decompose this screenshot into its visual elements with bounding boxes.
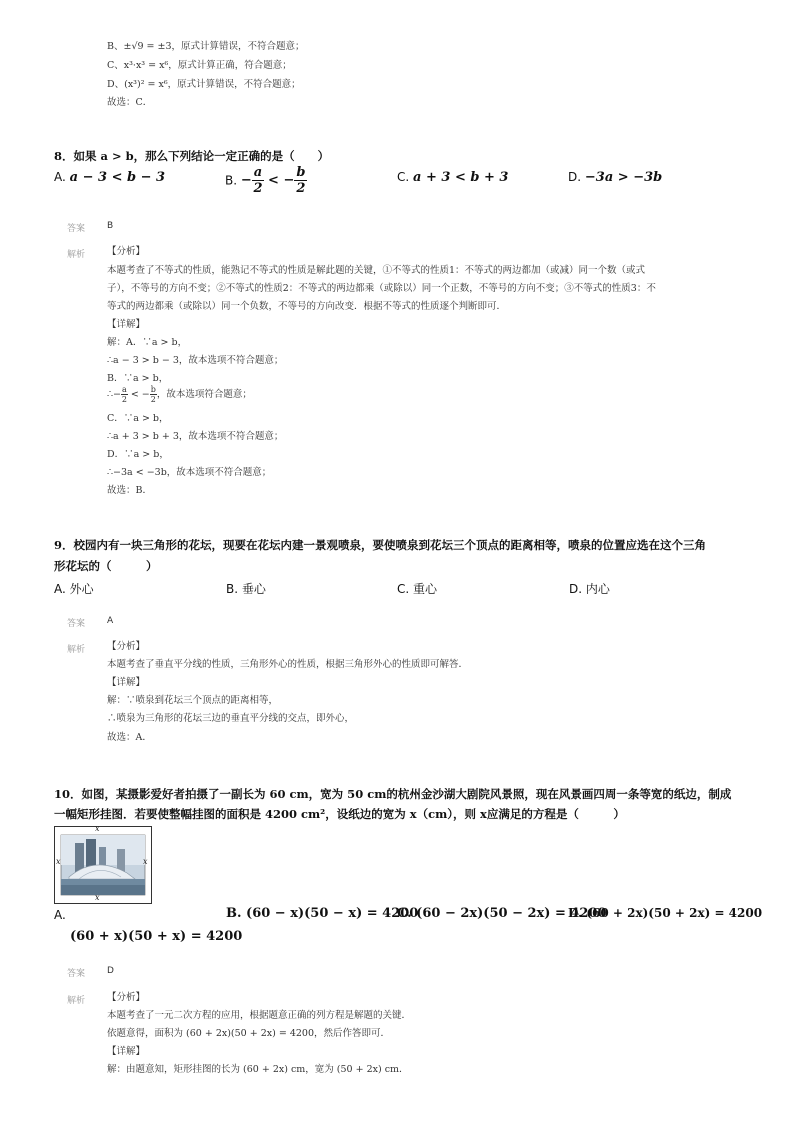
- q9-option-a[interactable]: A. 外心: [54, 582, 94, 596]
- prev-solution-line-b: B、±√9 = ±3，原式计算错误，不符合题意；: [107, 41, 305, 52]
- q8-option-a-prefix: A.: [54, 170, 66, 184]
- q8-option-b-prefix: B.: [225, 173, 238, 188]
- q9-analysis-label: 解析: [67, 645, 86, 655]
- q10-step-1: 解：由题意知，矩形挂图的长为 (60 + 2x) cm，宽为 (50 + 2x) cm．: [107, 1064, 409, 1075]
- q8-step-4-frac2: $\frac{b}{2}$: [150, 385, 156, 404]
- q8-option-c-expr: a + 3 < b + 3: [413, 170, 509, 185]
- q10-question-line-2: 一幅矩形挂图．若要使整幅挂图的面积是 4200 cm²，设纸边的宽为 x（cm），则 x应满足的方程是（ ）: [54, 807, 625, 821]
- q8-step-8: ∴−3a < −3b，故本选项不符合题意；: [107, 467, 272, 478]
- q8-option-d-expr: −3a > −3b: [584, 170, 663, 185]
- q10-xiangjie-heading: 【详解】: [107, 1046, 146, 1057]
- prev-solution-line-d: D、(x³)² = x⁶，原式计算错误，不符合题意；: [107, 79, 301, 90]
- q10-fenxi-text-2: 依题意得，面积为 (60 + 2x)(50 + 2x) = 4200，然后作答即可．: [107, 1028, 391, 1039]
- q8-analysis-label: 解析: [67, 250, 86, 260]
- q9-answer-label: 答案: [67, 619, 86, 629]
- q9-question-line-1: 9．校园内有一块三角形的花坛，现要在花坛内建一景观喷泉，要使喷泉到花坛三个顶点的距离相等，喷泉的位置应选在这个三角: [54, 538, 706, 552]
- q8-answer-value: B: [107, 221, 114, 231]
- q9-answer-value: A: [107, 616, 114, 626]
- q10-figure-x-bottom: x: [95, 893, 100, 902]
- q8-step-7: D．∵a > b，: [107, 449, 169, 460]
- q8-option-a-expr: a − 3 < b − 3: [69, 170, 166, 185]
- q8-question: 8．如果 a > b，那么下列结论一定正确的是（ ）: [54, 149, 330, 163]
- q9-option-c[interactable]: C. 重心: [397, 582, 438, 596]
- q8-fenxi-text-2: 子），不等号的方向不变；②不等式的性质2：不等式的两边都乘（或除以）同一个正数，不等号的方向不变；③不等式的性质3：不: [107, 283, 656, 294]
- q8-step-5: C．∵a > b，: [107, 413, 169, 424]
- q10-figure-photo: [55, 827, 151, 903]
- q8-step-4: ∴− $\frac{a}{2}$ < − $\frac{b}{2}$ ，故本选项符合题意；: [107, 385, 252, 404]
- q8-step-3: B．∵a > b，: [107, 373, 169, 384]
- q8-option-d-prefix: D.: [568, 170, 582, 184]
- q8-fenxi-text-3: 等式的两边都乘（或除以）同一个负数，不等号的方向改变．根据不等式的性质逐个判断即可．: [107, 301, 507, 312]
- q9-fenxi-heading: 【分析】: [107, 641, 146, 652]
- q10-answer-value: D: [107, 966, 114, 976]
- q10-answer-label: 答案: [67, 969, 86, 979]
- q8-option-a[interactable]: [54, 170, 165, 185]
- q8-step-4-frac1: $\frac{a}{2}$: [121, 385, 127, 404]
- q9-step-3: 故选：A．: [107, 732, 152, 743]
- q10-fenxi-heading: 【分析】: [107, 992, 146, 1003]
- q8-xiangjie-heading: 【详解】: [107, 319, 146, 330]
- q8-option-b-frac1: $\frac{a}{2}$: [253, 165, 263, 196]
- q9-xiangjie-heading: 【详解】: [107, 677, 146, 688]
- q10-figure-x-left: x: [56, 857, 61, 866]
- q8-option-b[interactable]: B. − $\frac{a}{2}$ < − $\frac{b}{2}$: [225, 165, 306, 196]
- q10-option-a-expr[interactable]: (60 + x)(50 + x) = 4200: [70, 929, 243, 944]
- q8-answer-label: 答案: [67, 224, 86, 234]
- q8-fenxi-text-1: 本题考查了不等式的性质，能熟记不等式的性质是解此题的关键，①不等式的性质1：不等式的两边都加（或减）同一个数（或式: [107, 265, 646, 276]
- q10-option-b[interactable]: B. (60 − x)(50 − x) = 4200: [226, 906, 419, 921]
- q8-step-9: 故选：B．: [107, 485, 152, 496]
- q10-fenxi-text-1: 本题考查了一元二次方程的应用，根据题意正确的列方程是解题的关键．: [107, 1010, 412, 1021]
- q9-fenxi-text: 本题考查了垂直平分线的性质，三角形外心的性质，根据三角形外心的性质即可解答．: [107, 659, 469, 670]
- q8-step-1: 解：A．∵a > b，: [107, 337, 188, 348]
- q8-option-b-frac2: $\frac{b}{2}$: [296, 165, 306, 196]
- q8-step-2: ∴a − 3 > b − 3，故本选项不符合题意；: [107, 355, 284, 366]
- q8-option-d[interactable]: [568, 170, 662, 185]
- q10-figure-x-right: x: [143, 857, 148, 866]
- q9-step-2: ∴喷泉为三角形的花坛三边的垂直平分线的交点，即外心，: [107, 713, 355, 724]
- q10-figure-x-top: x: [95, 824, 100, 833]
- q8-option-c[interactable]: [397, 170, 508, 185]
- q9-option-d[interactable]: D. 内心: [569, 582, 610, 596]
- q9-question-line-2: 形花坛的（ ）: [54, 559, 158, 573]
- q10-figure: [54, 826, 152, 904]
- q10-question-line-1: 10．如图，某摄影爱好者拍摄了一副长为 60 cm，宽为 50 cm的杭州金沙湖大剧院风景照，现在风景画四周一条等宽的纸边，制成: [54, 787, 732, 801]
- q10-analysis-label: 解析: [67, 996, 86, 1006]
- q8-option-c-prefix: C.: [397, 170, 410, 184]
- prev-solution-line-c: C、x³·x³ = x⁶，原式计算正确，符合题意；: [107, 60, 292, 71]
- q9-step-1: 解：∵喷泉到花坛三个顶点的距离相等，: [107, 695, 279, 706]
- q8-fenxi-heading: 【分析】: [107, 246, 146, 257]
- q10-option-c[interactable]: C. (60 − 2x)(50 − 2x) = 4200: [397, 906, 607, 921]
- q9-option-b[interactable]: B. 垂心: [226, 582, 266, 596]
- q10-option-a-prefix[interactable]: A.: [54, 908, 66, 922]
- q8-step-6: ∴a + 3 > b + 3，故本选项不符合题意；: [107, 431, 284, 442]
- prev-solution-conclusion: 故选：C．: [107, 97, 153, 108]
- q10-option-d[interactable]: D. (60 + 2x)(50 + 2x) = 4200: [568, 906, 763, 920]
